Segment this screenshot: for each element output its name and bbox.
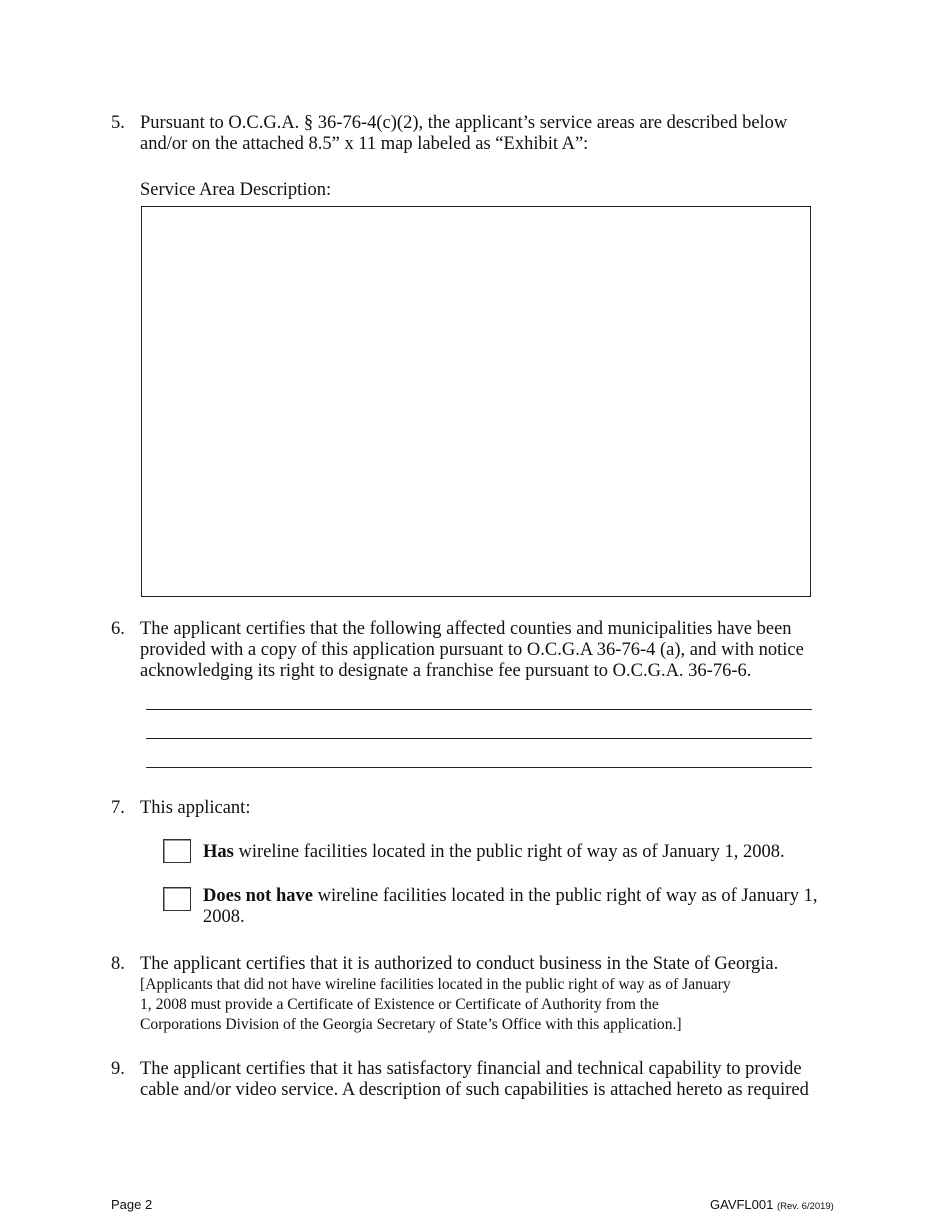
item-number: 7. bbox=[111, 798, 125, 818]
item-8-text: The applicant certifies that it is authorized to conduct business in the State of Georgia. bbox=[140, 954, 779, 974]
does-not-have-facilities-checkbox[interactable] bbox=[163, 887, 191, 911]
has-label-bold: Has bbox=[203, 842, 234, 862]
item-5-text-line-1: Pursuant to O.C.G.A. § 36-76-4(c)(2), the applicant’s service areas are described below bbox=[140, 113, 788, 133]
form-code: GAVFL001 bbox=[710, 1197, 774, 1212]
has-facilities-checkbox[interactable] bbox=[163, 839, 191, 863]
does-not-have-label-rest: wireline facilities located in the public right of way as of January 1, bbox=[312, 886, 818, 906]
item-8-note-line-1: [Applicants that did not have wireline facilities located in the public right of way as of January bbox=[140, 976, 731, 993]
does-not-have-label-line-2: 2008. bbox=[203, 907, 245, 927]
item-number: 6. bbox=[111, 619, 125, 639]
item-6-text-line-3: acknowledging its right to designate a franchise fee pursuant to O.C.G.A. 36-76-6. bbox=[140, 661, 752, 681]
item-6-text-line-2: provided with a copy of this application pursuant to O.C.G.A 36-76-4 (a), and with notice bbox=[140, 640, 804, 660]
item-5-text-line-2: and/or on the attached 8.5” x 11 map labeled as “Exhibit A”: bbox=[140, 134, 589, 154]
item-number: 5. bbox=[111, 113, 125, 133]
does-not-have-label-bold: Does not have bbox=[203, 886, 313, 906]
service-area-label: Service Area Description: bbox=[140, 180, 332, 200]
item-8-note-line-2: 1, 2008 must provide a Certificate of Existence or Certificate of Authority from the bbox=[140, 996, 659, 1013]
counties-entry-line-1[interactable] bbox=[146, 709, 812, 710]
item-8-note-line-3: Corporations Division of the Georgia Secretary of State’s Office with this application.] bbox=[140, 1016, 682, 1033]
item-6-text-line-1: The applicant certifies that the following affected counties and municipalities have been bbox=[140, 619, 792, 639]
form-revision: (Rev. 6/2019) bbox=[776, 1201, 834, 1212]
item-number: 8. bbox=[111, 954, 125, 974]
page-number: Page 2 bbox=[111, 1197, 153, 1212]
service-area-description-field[interactable] bbox=[141, 206, 811, 597]
item-7-text: This applicant: bbox=[140, 798, 251, 818]
has-label-rest: wireline facilities located in the public right of way as of January 1, 2008. bbox=[233, 842, 785, 862]
form-identifier bbox=[710, 1197, 834, 1212]
item-number: 9. bbox=[111, 1059, 125, 1079]
counties-entry-line-3[interactable] bbox=[146, 767, 812, 768]
counties-entry-line-2[interactable] bbox=[146, 738, 812, 739]
item-9-text-line-2: cable and/or video service. A description of such capabilities is attached hereto as required bbox=[140, 1080, 809, 1100]
item-9-text-line-1: The applicant certifies that it has satisfactory financial and technical capability to provide bbox=[140, 1059, 802, 1079]
